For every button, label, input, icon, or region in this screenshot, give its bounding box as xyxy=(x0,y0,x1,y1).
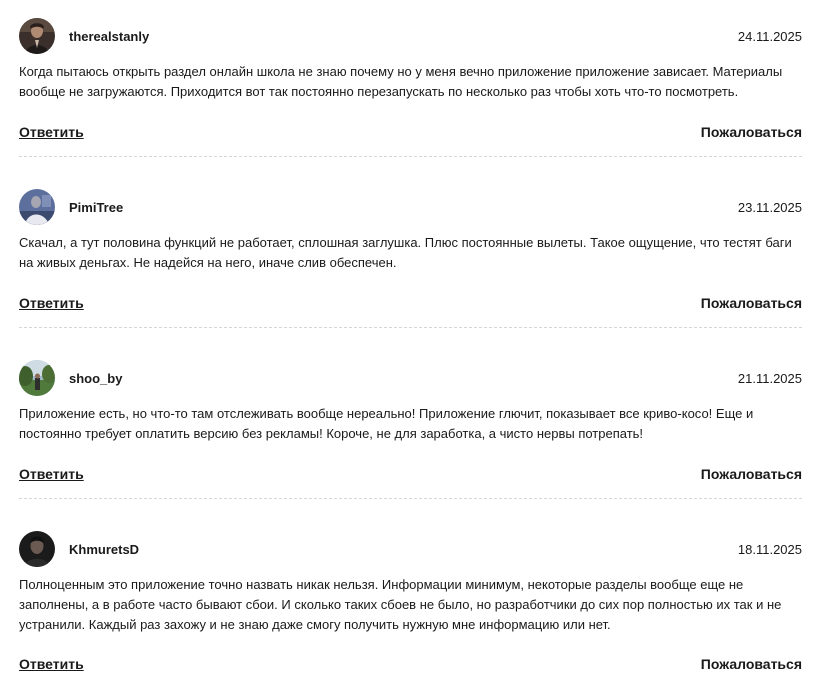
review-date: 18.11.2025 xyxy=(737,542,802,557)
avatar[interactable] xyxy=(19,189,55,225)
review-item xyxy=(19,171,802,342)
review-item xyxy=(19,513,802,685)
user-avatar-photo-icon xyxy=(19,531,55,567)
review-text: Приложение есть, но что-то там отслеживать вообще нереально! Приложение глючит, показывает все криво-косо! Еще и постоянно требует оплатить версию без рекламы! Короче, не для заработка, а чисто нервы потрепать! xyxy=(19,406,754,441)
review-actions xyxy=(19,466,802,486)
review-text: Скачал, а тут половина функций не работает, сплошная заглушка. Плюс постоянные вылеты. Такое ощущение, что тестят баги на живых деньгах. Не надейся на него, иначе слив обеспечен. xyxy=(19,235,792,270)
review-date: 24.11.2025 xyxy=(737,29,802,44)
reply-link[interactable]: Ответить xyxy=(19,466,84,482)
review-date: 21.11.2025 xyxy=(737,371,802,386)
complain-link[interactable]: Пожаловаться xyxy=(700,295,802,311)
review-header xyxy=(19,189,802,226)
review-text: Когда пытаюсь открыть раздел онлайн школа не знаю почему но у меня вечно приложение приложение зависает. Материалы вообще не загружаются. Приходится вот так постоянно перезапускать по несколько раз чтобы хоть что-то посмотреть. xyxy=(19,64,783,99)
complain-link[interactable]: Пожаловаться xyxy=(700,466,802,482)
review-date: 23.11.2025 xyxy=(737,200,802,215)
reviews-feed xyxy=(19,0,802,685)
avatar[interactable] xyxy=(19,531,55,567)
review-actions xyxy=(19,656,802,676)
user-avatar-photo-icon xyxy=(19,360,55,396)
review-actions xyxy=(19,295,802,315)
review-header xyxy=(19,531,802,568)
username[interactable]: PimiTree xyxy=(69,200,124,215)
divider xyxy=(19,156,802,157)
review-item xyxy=(19,342,802,513)
reply-link[interactable]: Ответить xyxy=(19,295,84,311)
avatar[interactable] xyxy=(19,360,55,396)
review-header xyxy=(19,18,802,55)
username[interactable]: shoo_by xyxy=(69,371,123,386)
complain-link[interactable]: Пожаловаться xyxy=(700,656,802,672)
user-avatar-photo-icon xyxy=(19,189,55,225)
review-actions xyxy=(19,124,802,144)
review-header xyxy=(19,360,802,397)
reply-link[interactable]: Ответить xyxy=(19,124,84,140)
username[interactable]: therealstanly xyxy=(69,29,150,44)
reply-link[interactable]: Ответить xyxy=(19,656,84,672)
divider xyxy=(19,327,802,328)
user-avatar-photo-icon xyxy=(19,18,55,54)
complain-link[interactable]: Пожаловаться xyxy=(700,124,802,140)
review-item xyxy=(19,0,802,171)
review-text: Полноценным это приложение точно назвать никак нельзя. Информации минимум, некоторые разделы вообще еще не заполнены, а в работе часто бывают сбои. И сколько таких сбоев не было, но разработчики до сих пор полностью их так и не устранили. Каждый раз захожу и не знаю даже смогу получить нужную мне информацию или нет. xyxy=(19,577,782,632)
avatar[interactable] xyxy=(19,18,55,54)
username[interactable]: KhmuretsD xyxy=(69,542,140,557)
divider xyxy=(19,498,802,499)
